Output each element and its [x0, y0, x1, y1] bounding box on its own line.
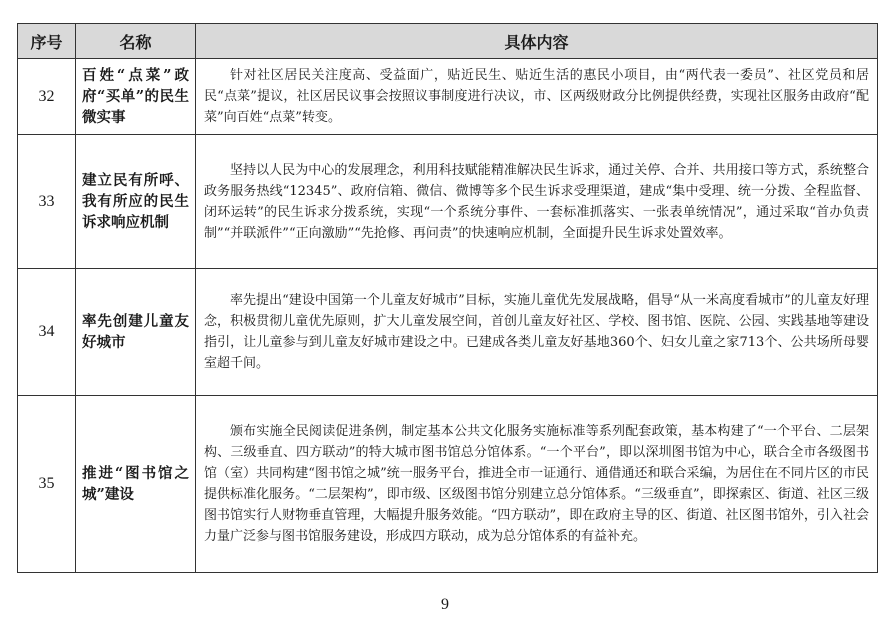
row-number: 35: [18, 396, 76, 573]
row-content: 针对社区居民关注度高、受益面广，贴近民生、贴近生活的惠民小项目，由“两代表一委员”、社区党员和居民“点菜”提议，社区居民议事会按照议事制度进行决议，市、区两级财政分比例提供经费，实现社区服务由政府“配菜”向百姓“点菜”转变。: [196, 59, 878, 135]
table-row: [18, 59, 878, 135]
row-content: 颁布实施全民阅读促进条例，制定基本公共文化服务实施标准等系列配套政策，基本构建了“一个平台、二层架构、三级垂直、四方联动”的特大城市图书馆总分馆体系。“一个平台”，即以深圳图书馆为中心，联合全市各级图书馆（室）共同构建“图书馆之城”统一服务平台，推进全市一证通行、通借通还和联合采编，为居住在不同片区的市民提供标准化服务。“二层架构”，即市级、区级图书馆分别建立总分馆体系。“三级垂直”，即探索区、街道、社区三级图书馆实行人财物垂直管理，大幅提升服务效能。“四方联动”，即在政府主导的区、街道、社区图书馆外，引入社会力量广泛参与图书馆服务建设，形成四方联动，成为总分馆体系的有益补充。: [196, 396, 878, 573]
table-row: [18, 135, 878, 269]
policy-table: [17, 23, 878, 573]
row-number: 34: [18, 269, 76, 396]
row-number: 32: [18, 59, 76, 135]
page-number: 9: [441, 596, 449, 613]
header-name: 名称: [76, 24, 196, 59]
row-name: 建立民有所呼、我有所应的民生诉求响应机制: [76, 135, 196, 269]
row-content: 坚持以人民为中心的发展理念，利用科技赋能精准解决民生诉求，通过关停、合并、共用接口等方式，系统整合政务服务热线“12345”、政府信箱、微信、微博等多个民生诉求受理渠道，建成“集中受理、统一分拨、全程监督、闭环运转”的民生诉求分拨系统，实现“一个系统分事件、一套标准抓落实、一张表单统情况”，通过采取“首办负责制”“并联派件”“正向激励”“先抢修、再问责”的快速响应机制，全面提升民生诉求处置效率。: [196, 135, 878, 269]
table-header-row: [18, 24, 878, 59]
header-content: 具体内容: [196, 24, 878, 59]
row-name: 推进“图书馆之城”建设: [76, 396, 196, 573]
header-number: 序号: [18, 24, 76, 59]
row-name: 百姓“点菜”政府“买单”的民生微实事: [76, 59, 196, 135]
row-name: 率先创建儿童友好城市: [76, 269, 196, 396]
row-content: 率先提出“建设中国第一个儿童友好城市”目标，实施儿童优先发展战略，倡导“从一米高度看城市”的儿童友好理念，积极贯彻儿童优先原则，扩大儿童发展空间，首创儿童友好社区、学校、图书馆、医院、公园、实践基地等建设指引，让儿童参与到儿童友好城市建设之中。已建成各类儿童友好基地360个、妇女儿童之家713个、公共场所母婴室超千间。: [196, 269, 878, 396]
table-row: [18, 269, 878, 396]
row-number: 33: [18, 135, 76, 269]
table-row: [18, 396, 878, 573]
